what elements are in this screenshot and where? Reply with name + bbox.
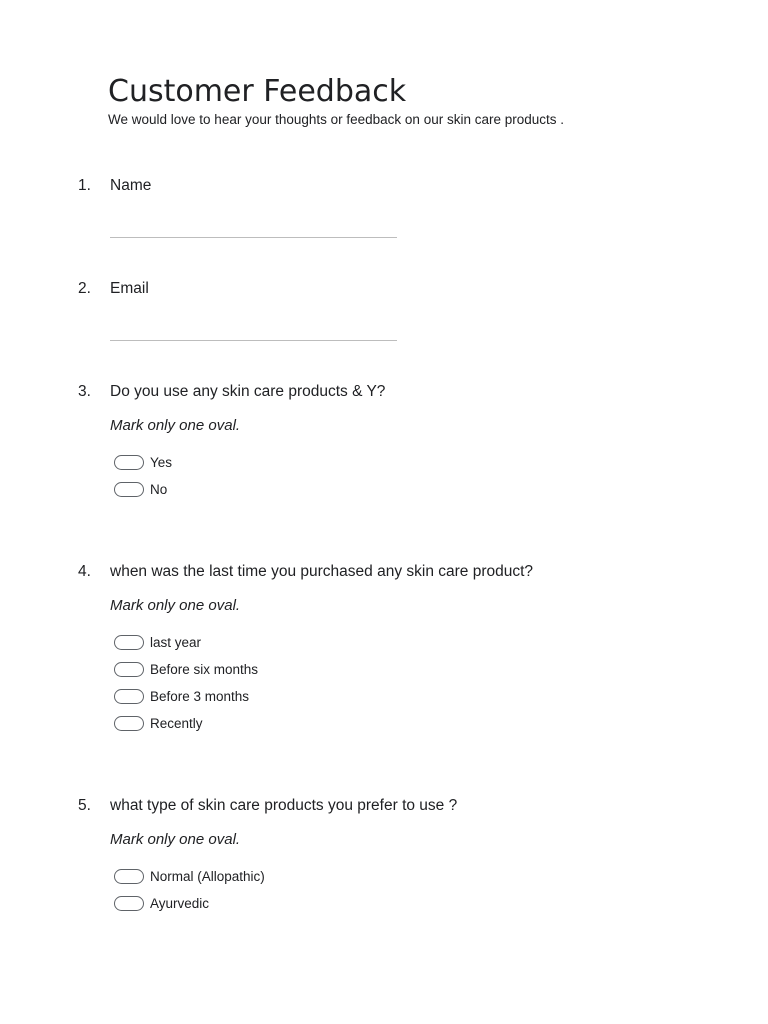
question-hint: Mark only one oval. (110, 597, 241, 614)
radio-oval[interactable] (114, 455, 144, 470)
option-label: last year (150, 635, 202, 650)
option-label: Before 3 months (150, 689, 250, 704)
question-number: 5. (78, 797, 91, 814)
question-title: Email (110, 280, 149, 297)
form-description: We would love to hear your thoughts or feedback on our skin care products . (108, 112, 565, 127)
option-label: Recently (150, 716, 203, 731)
radio-oval[interactable] (114, 662, 144, 677)
question-number: 2. (78, 280, 91, 297)
question-title: when was the last time you purchased any skin care product? (110, 563, 534, 580)
question-hint: Mark only one oval. (110, 417, 241, 434)
email-answer-line[interactable] (110, 340, 397, 341)
option-label: Before six months (150, 662, 259, 677)
question-number: 3. (78, 383, 91, 400)
radio-oval[interactable] (114, 482, 144, 497)
question-title: Name (110, 177, 152, 194)
radio-oval[interactable] (114, 635, 144, 650)
radio-oval[interactable] (114, 689, 144, 704)
option-label: Normal (Allopathic) (150, 869, 265, 884)
radio-oval[interactable] (114, 869, 144, 884)
radio-oval[interactable] (114, 716, 144, 731)
question-title: Do you use any skin care products & Y? (110, 383, 386, 400)
form-title: Customer Feedback (108, 74, 407, 109)
name-answer-line[interactable] (110, 237, 397, 238)
radio-oval[interactable] (114, 896, 144, 911)
option-label: No (150, 482, 168, 497)
question-title: what type of skin care products you prefer to use ? (110, 797, 458, 814)
question-number: 4. (78, 563, 91, 580)
option-label: Yes (150, 455, 173, 470)
option-label: Ayurvedic (150, 896, 210, 911)
question-number: 1. (78, 177, 91, 194)
question-hint: Mark only one oval. (110, 831, 241, 848)
